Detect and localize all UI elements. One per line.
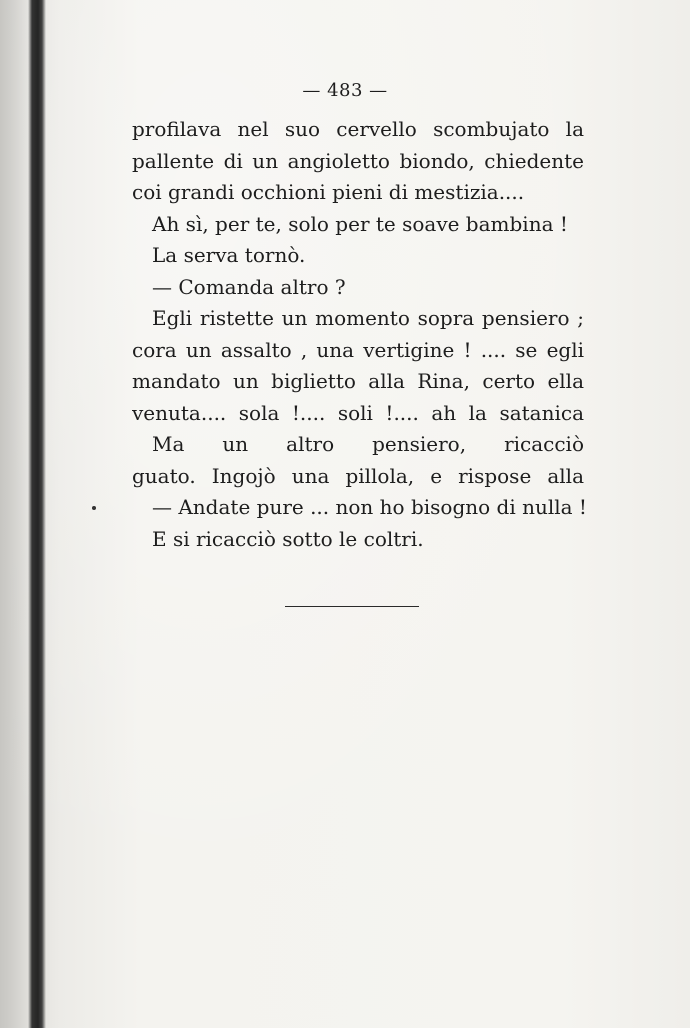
page-number: — 483 — [302,80,388,101]
text-line: pallente di un angioletto biondo, chiedente [132,148,584,173]
text-line: E si ricacciò sotto le coltri. [152,526,424,551]
text-line: guato. Ingojò una pillola, e rispose alla [132,463,584,488]
text-line: mandato un biglietto alla Rina, certo ella [132,369,584,393]
text-line: Egli ristette un momento sopra pensiero ; [152,306,584,330]
end-rule [285,606,419,607]
text-line: — Andate pure ... non ho bisogno di nulla ! [152,495,587,519]
ink-mark [92,506,96,510]
text-line: — Comanda altro ? [152,274,346,299]
body-text [132,114,587,555]
text-line: profilava nel suo cervello scombujato la [132,117,584,141]
text-line: cora un assalto , una vertigine ! .... se egli [132,337,584,362]
book-spine [28,0,46,1028]
text-line: coi grandi occhioni pieni di mestizia.... [132,180,525,204]
text-line: Ah sì, per te, solo per te soave bambina ! [152,211,568,236]
text-line: La serva tornò. [152,243,306,267]
text-line: Ma un altro pensiero, ricacciò [152,432,584,456]
spine-shadow [0,0,30,1028]
text-line: venuta.... sola !.... soli !.... ah la satanica [132,400,584,425]
